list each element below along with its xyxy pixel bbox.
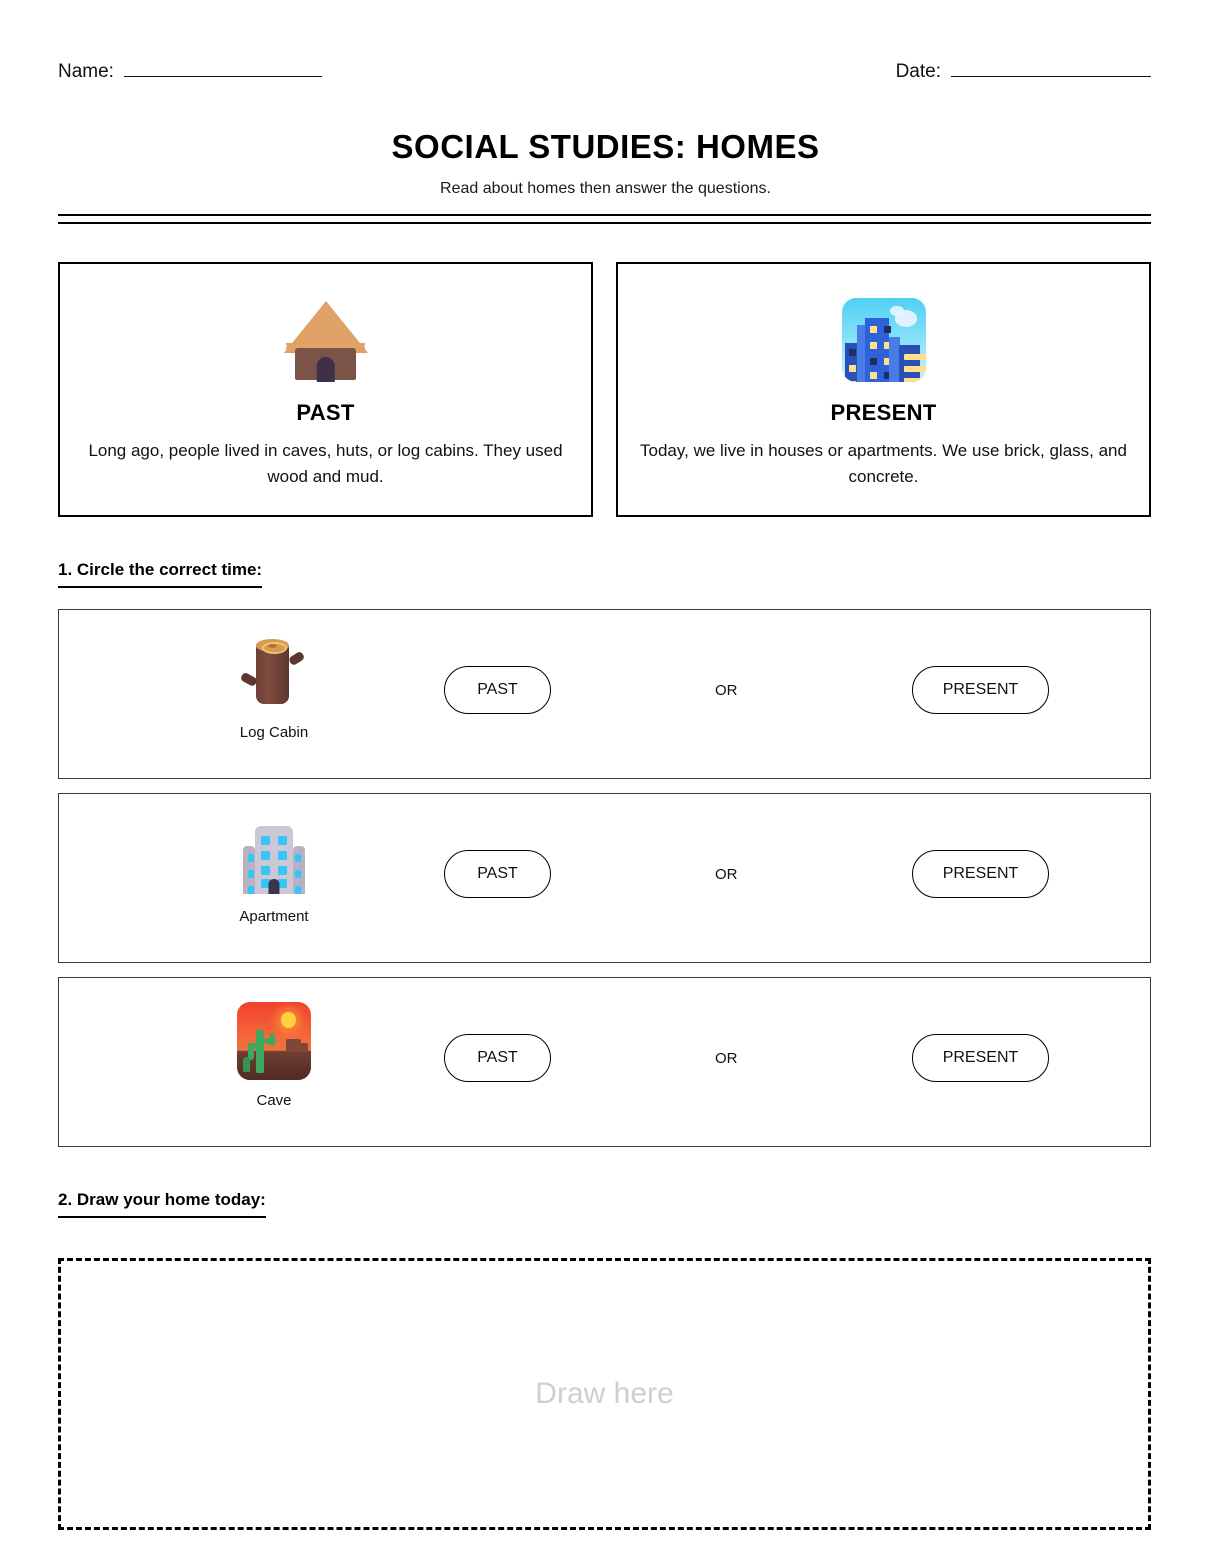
date-input-line[interactable]	[951, 60, 1151, 77]
table-row	[58, 793, 1151, 963]
present-card-title: PRESENT	[830, 400, 937, 425]
option-present-label[interactable]: PRESENT	[912, 850, 1049, 898]
option-present-label[interactable]: PRESENT	[912, 666, 1049, 714]
option-past-label[interactable]: PAST	[444, 666, 551, 714]
or-separator: OR	[715, 1050, 738, 1067]
option-past[interactable]	[444, 850, 551, 898]
desert-icon	[237, 1002, 311, 1080]
name-date-row	[58, 60, 1151, 92]
or-separator: OR	[715, 682, 738, 699]
question-2-heading: 2. Draw your home today:	[58, 1190, 266, 1218]
page-title: SOCIAL STUDIES: HOMES	[391, 128, 820, 165]
option-present[interactable]	[912, 1034, 1049, 1082]
past-card-title: PAST	[296, 400, 355, 425]
option-present[interactable]	[912, 850, 1049, 898]
wood-log-icon	[237, 634, 311, 712]
row-label: Apartment	[239, 908, 309, 925]
apartment-building-icon	[237, 818, 311, 896]
row-item-apartment	[179, 818, 369, 925]
name-label: Name:	[58, 61, 114, 82]
option-past[interactable]	[444, 1034, 551, 1082]
present-card	[616, 262, 1151, 517]
row-item-log-cabin	[179, 634, 369, 741]
drawing-placeholder: Draw here	[535, 1377, 674, 1410]
header-divider	[58, 214, 1151, 224]
present-card-text: Today, we live in houses or apartments. We use brick, glass, and concrete.	[640, 441, 1127, 487]
date-label: Date:	[895, 61, 941, 82]
past-card	[58, 262, 593, 517]
drawing-area[interactable]	[58, 1258, 1151, 1530]
name-field-group	[58, 60, 322, 83]
hut-icon	[284, 298, 368, 382]
row-label: Cave	[256, 1092, 292, 1109]
option-past-label[interactable]: PAST	[444, 1034, 551, 1082]
question-1-heading: 1. Circle the correct time:	[58, 560, 262, 588]
name-input-line[interactable]	[124, 60, 322, 77]
info-cards	[58, 262, 1151, 517]
option-past-label[interactable]: PAST	[444, 850, 551, 898]
option-present[interactable]	[912, 666, 1049, 714]
cityscape-icon	[842, 298, 926, 382]
table-row	[58, 977, 1151, 1147]
row-item-cave	[179, 1002, 369, 1109]
page-subtitle: Read about homes then answer the questions.	[440, 180, 771, 197]
question-1-rows	[58, 609, 1151, 1147]
row-label: Log Cabin	[239, 724, 309, 741]
option-present-label[interactable]: PRESENT	[912, 1034, 1049, 1082]
past-card-text: Long ago, people lived in caves, huts, or log cabins. They used wood and mud.	[88, 441, 563, 487]
date-field-group	[896, 60, 1151, 83]
or-separator: OR	[715, 866, 738, 883]
table-row	[58, 609, 1151, 779]
option-past[interactable]	[444, 666, 551, 714]
